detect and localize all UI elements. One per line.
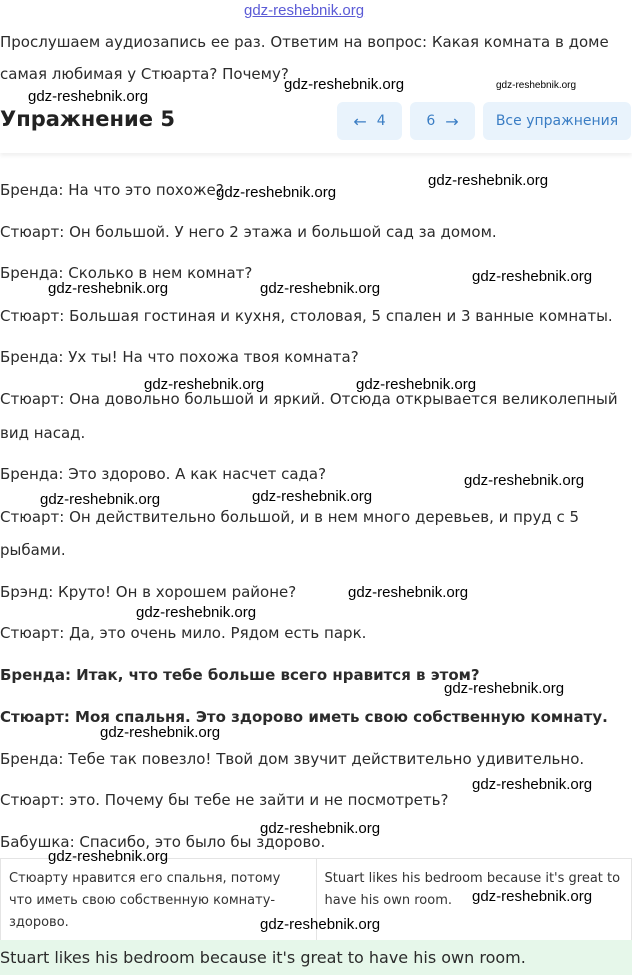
watermark: gdz-reshebnik.org <box>356 376 477 393</box>
prev-exercise-button[interactable] <box>337 102 402 140</box>
exercise-title: Упражнение 5 <box>0 107 175 131</box>
watermark: gdz-reshebnik.org <box>496 80 577 91</box>
watermark: gdz-reshebnik.org <box>428 172 549 189</box>
watermark: gdz-reshebnik.org <box>48 848 169 865</box>
watermark: gdz-reshebnik.org <box>252 488 373 505</box>
watermark: gdz-reshebnik.org <box>260 280 381 297</box>
watermark: gdz-reshebnik.org <box>216 184 337 201</box>
dialogue-line: Бренда: Сколько в нем комнат? <box>0 264 253 282</box>
watermark: gdz-reshebnik.org <box>144 376 265 393</box>
dialogue-line: Бренда: Это здорово. А как насчет сада? <box>0 465 327 483</box>
watermark: gdz-reshebnik.org <box>472 888 593 905</box>
dialogue-line: Бренда: Тебе так повезло! Твой дом звучит действительно удивительно. <box>0 750 585 768</box>
dialogue-line: Стюарт: Он большой. У него 2 этажа и большой сад за домом. <box>0 223 497 241</box>
dialogue-line: вид насад. <box>0 424 86 442</box>
watermark: gdz-reshebnik.org <box>100 724 221 741</box>
watermark: gdz-reshebnik.org <box>48 280 169 297</box>
all-exercises-label: Все упражнения <box>495 113 619 129</box>
watermark: gdz-reshebnik.org <box>260 916 381 933</box>
translation-cell-en: Stuart likes his bedroom because it's great to have his own room. <box>316 859 632 944</box>
watermark: gdz-reshebnik.org <box>40 491 161 508</box>
dialogue-line: Стюарт: Она довольно большой и яркий. Отсюда открывается великолепный <box>0 390 618 408</box>
answer-box: Stuart likes his bedroom because it's great to have his own room. <box>0 940 632 975</box>
dialogue-line-highlight: Стюарт: Моя спальня. Это здорово иметь свою собственную комнату. <box>0 708 608 726</box>
watermark: gdz-reshebnik.org <box>444 680 565 697</box>
dialogue-line-highlight: Бренда: Итак, что тебе больше всего нравится в этом? <box>0 666 480 684</box>
prev-exercise-label: 4 <box>376 113 386 129</box>
dialogue-line: Бабушка: Спасибо, это было бы здорово. <box>0 833 326 851</box>
dialogue-line: Бренда: На что это похоже? <box>0 181 224 199</box>
watermark: gdz-reshebnik.org <box>284 76 405 93</box>
translation-cell-ru: Стюарту нравится его спальня, потому что иметь свою собственную комнату-здорово. <box>1 859 317 944</box>
dialogue-line: Стюарт: Большая гостиная и кухня, столовая, 5 спален и 3 ванные комнаты. <box>0 307 613 325</box>
watermark: gdz-reshebnik.org <box>464 472 585 489</box>
watermark: gdz-reshebnik.org <box>28 88 149 105</box>
intro-line-2: самая любимая у Стюарта? Почему? <box>0 65 289 83</box>
next-exercise-label: 6 <box>426 113 436 129</box>
all-exercises-button[interactable] <box>483 102 631 140</box>
dialogue-line: Стюарт: это. Почему бы тебе не зайти и не посмотреть? <box>0 791 449 809</box>
watermark: gdz-reshebnik.org <box>472 776 593 793</box>
watermark-top[interactable]: gdz-reshebnik.org <box>244 2 365 19</box>
dialogue-line: Стюарт: Да, это очень мило. Рядом есть парк. <box>0 624 367 642</box>
intro-line-1: Прослушаем аудиозапись ее раз. Ответим на вопрос: Какая комната в доме <box>0 33 609 51</box>
dialogue-line: рыбами. <box>0 541 66 559</box>
next-exercise-button[interactable] <box>410 102 475 140</box>
watermark: gdz-reshebnik.org <box>260 820 381 837</box>
dialogue-line: Бренда: Ух ты! На что похожа твоя комната? <box>0 348 359 366</box>
watermark: gdz-reshebnik.org <box>136 604 257 621</box>
arrow-left-icon: ← <box>353 111 367 131</box>
dialogue-line: Стюарт: Он действительно большой, и в нем много деревьев, и пруд с 5 <box>0 508 580 526</box>
dialogue-line: Брэнд: Круто! Он в хорошем районе? <box>0 583 297 601</box>
watermark: gdz-reshebnik.org <box>472 268 593 285</box>
arrow-right-icon: → <box>445 111 459 131</box>
watermark: gdz-reshebnik.org <box>348 584 469 601</box>
